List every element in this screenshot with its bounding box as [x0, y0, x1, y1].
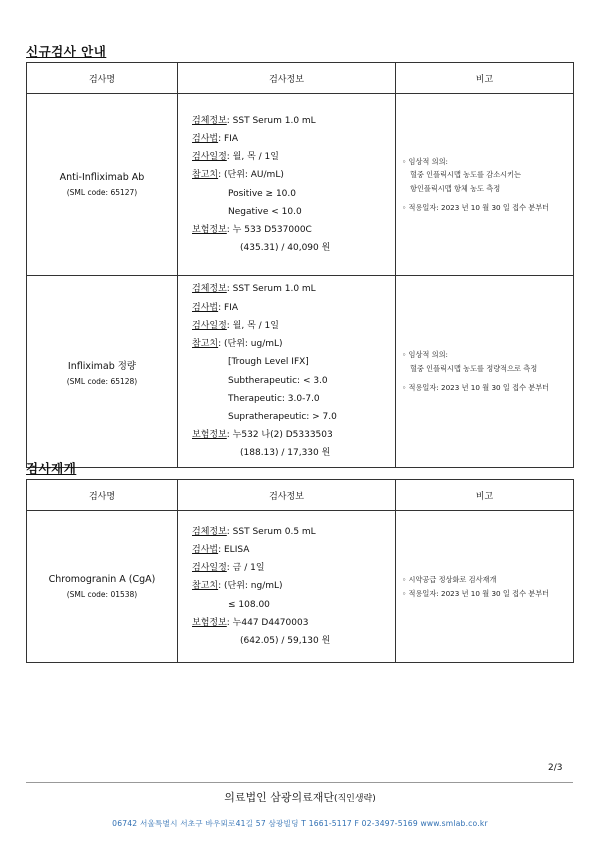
- header-remarks: 비고: [396, 480, 574, 511]
- remark-line: ◦ 임상적 의의:: [402, 350, 448, 360]
- info-value: : SST Serum 1.0 mL: [226, 284, 316, 295]
- organization-name: 의료법인 삼광의료재단: [224, 791, 334, 804]
- footer-divider: [26, 782, 573, 783]
- remark-line: 혈중 인플릭시맵 농도를 감소시키는: [410, 170, 522, 179]
- info-key: 보험정보: [192, 617, 227, 628]
- info-value: : SST Serum 1.0 mL: [226, 115, 316, 126]
- info-line: [192, 596, 395, 614]
- info-key: 검사일정: [192, 563, 227, 574]
- info-value: : (단위: ng/mL): [218, 581, 283, 592]
- test-info-cell: [178, 276, 396, 468]
- info-key: 참고치: [192, 170, 219, 181]
- info-value: Supratherapeutic: > 7.0: [228, 411, 337, 422]
- info-key: 보험정보: [192, 224, 227, 235]
- remark-line: ◦ 적용일자: 2023 년 10 월 30 일 접수 분부터: [402, 203, 550, 212]
- table-row: [27, 94, 574, 276]
- test-info-cell: [178, 511, 396, 663]
- header-test-name: 검사명: [27, 480, 178, 511]
- info-line: [192, 541, 395, 559]
- resumed-tests-table: [26, 479, 574, 663]
- header-test-info: 검사정보: [178, 480, 396, 511]
- info-line: [192, 408, 395, 426]
- info-line: [192, 444, 395, 462]
- info-line: [192, 523, 395, 541]
- table-row: [27, 276, 574, 468]
- seal-omitted-note: (직인생략): [333, 794, 376, 804]
- info-line: [192, 203, 395, 221]
- info-line: [192, 426, 395, 444]
- remark-line: ◦ 적용일자: 2023 년 10 월 30 일 접수 분부터: [402, 383, 550, 393]
- info-line: [192, 221, 395, 239]
- section-title-new-tests: 신규검사 안내: [26, 44, 107, 59]
- page-number: 2/3: [548, 763, 563, 773]
- info-line: [192, 632, 395, 650]
- footer-address: 06742 서울특별시 서초구 바우뫼로41길 57 삼광빌딩 T 1661-5117 F 02-3497-5169 www.smlab.co.kr: [112, 819, 488, 828]
- info-key: 검사법: [192, 133, 219, 144]
- remarks-cell: [396, 276, 574, 468]
- info-value: : 누532 나(2) D5333503: [226, 430, 333, 441]
- info-value: : 월, 목 / 1일: [226, 320, 279, 331]
- table-header-row: [27, 63, 574, 94]
- info-value: : 누447 D4470003: [226, 617, 309, 628]
- info-key: 검사법: [192, 544, 219, 555]
- sml-code: (SML code: 65127): [66, 188, 138, 197]
- info-value: Negative < 10.0: [228, 206, 302, 217]
- info-value: : (단위: ug/mL): [218, 339, 283, 350]
- info-line: [192, 353, 395, 371]
- info-key: 검사일정: [192, 320, 227, 331]
- info-value: : ELISA: [218, 544, 250, 555]
- info-value: (435.31) / 40,090 원: [240, 243, 331, 254]
- info-value: (642.05) / 59,130 원: [240, 636, 331, 646]
- info-value: [Trough Level IFX]: [228, 357, 309, 368]
- test-name: Infliximab 정량: [67, 360, 137, 372]
- info-value: Therapeutic: 3.0-7.0: [228, 393, 320, 404]
- info-line: [192, 280, 395, 298]
- header-test-info: 검사정보: [178, 63, 396, 94]
- info-line: [192, 166, 395, 184]
- remark-line: ◦ 적용일자: 2023 년 10 월 30 일 접수 분부터: [402, 588, 550, 598]
- info-line: [192, 148, 395, 166]
- info-value: Positive ≥ 10.0: [228, 188, 296, 199]
- remark-line: ◦ 시약공급 정상화로 검사재개: [402, 575, 497, 584]
- info-line: [192, 614, 395, 632]
- remark-line: ◦ 임상적 의의:: [402, 156, 448, 166]
- info-line: [192, 317, 395, 335]
- header-remarks: 비고: [396, 63, 574, 94]
- info-line: [192, 390, 395, 408]
- new-tests-table: [26, 62, 574, 468]
- footer-organization: [0, 789, 600, 805]
- info-line: [192, 372, 395, 390]
- table-header-row: [27, 480, 574, 511]
- info-key: 보험정보: [192, 430, 227, 441]
- info-line: [192, 577, 395, 595]
- table-row: [27, 511, 574, 663]
- test-name-cell: [27, 94, 178, 276]
- info-line: [192, 185, 395, 203]
- info-value: : SST Serum 0.5 mL: [226, 526, 316, 537]
- sml-code: (SML code: 01538): [66, 590, 138, 599]
- info-key: 검사법: [192, 302, 219, 313]
- info-value: ≤ 108.00: [228, 599, 270, 610]
- sml-code: (SML code: 65128): [66, 376, 138, 386]
- info-line: [192, 112, 395, 130]
- info-value: : (단위: AU/mL): [218, 170, 284, 181]
- remarks-cell: [396, 511, 574, 663]
- info-line: [192, 559, 395, 577]
- info-value: : 누 533 D537000C: [226, 224, 312, 235]
- info-value: : 월, 목 / 1일: [226, 152, 279, 163]
- info-value: (188.13) / 17,330 원: [240, 448, 331, 459]
- info-value: : FIA: [218, 133, 238, 144]
- info-value: : FIA: [218, 302, 238, 313]
- remarks-cell: [396, 94, 574, 276]
- section-title-resumed-tests: 검사재개: [26, 461, 77, 476]
- remark-line: 혈중 인플릭시맵 농도를 정량적으로 측정: [410, 363, 538, 373]
- info-key: 검체정보: [192, 115, 227, 126]
- remark-line: 항인플릭시맵 항체 농도 측정: [410, 183, 501, 193]
- info-line: [192, 130, 395, 148]
- info-key: 검체정보: [192, 526, 227, 537]
- info-value: : 금 / 1일: [226, 563, 265, 574]
- info-value: Subtherapeutic: < 3.0: [228, 375, 328, 386]
- info-key: 검사일정: [192, 152, 227, 163]
- test-name: Anti-Infliximab Ab: [59, 172, 145, 183]
- info-line: [192, 239, 395, 257]
- info-key: 참고치: [192, 339, 219, 350]
- test-name-cell: [27, 276, 178, 468]
- info-line: [192, 299, 395, 317]
- info-key: 참고치: [192, 581, 219, 592]
- test-name: Chromogranin A (CgA): [48, 574, 156, 585]
- info-key: 검체정보: [192, 284, 227, 295]
- test-info-cell: [178, 94, 396, 276]
- header-test-name: 검사명: [27, 63, 178, 94]
- info-line: [192, 335, 395, 353]
- test-name-cell: [27, 511, 178, 663]
